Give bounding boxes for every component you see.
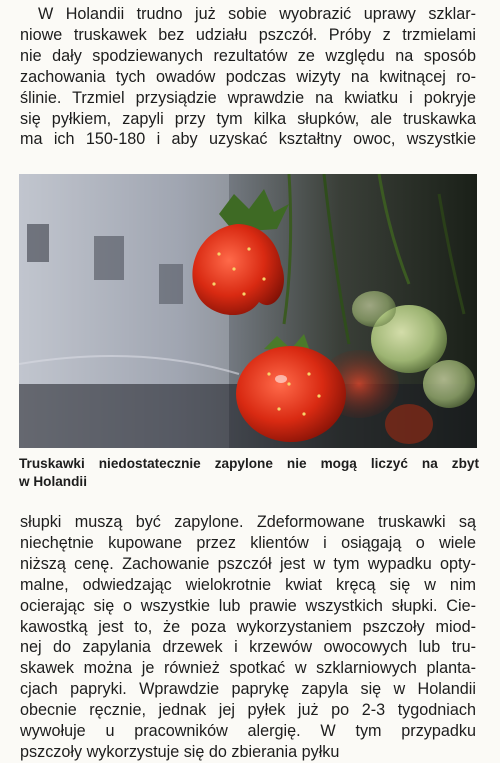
text-line: W Holandii trudno już sobie wyobrazić uprawy szklar- (38, 5, 476, 23)
text-line: zachowania tych owadów podczas wizyty na kwitnącej ro- (20, 67, 476, 86)
text-line: niowe truskawek bez udziału pszczół. Próby z trzmielami (20, 25, 476, 44)
text-line: ocierając się o wszystkie lub prawie wszystkich słupki. Cie- (20, 596, 476, 615)
text-line: obecnie ręcznie, jednak jej pyłek już po 2-3 tygodniach (20, 701, 476, 720)
text-line: cjach papryki. Wprawdzie paprykę zapyla się w Holandii (20, 680, 476, 699)
text-line: się pyłkiem, zapyli przy tym kilka słupków, ale truskawka (20, 109, 476, 128)
text-line: niechętnie kupowane przez klientów i osiągają o wiele (20, 533, 476, 552)
photo-caption (19, 455, 479, 490)
article-paragraph-bottom (20, 512, 476, 763)
article-paragraph-top (20, 4, 476, 150)
caption-line: Truskawki niedostatecznie zapylone nie mogą liczyć na zbyt (19, 456, 479, 471)
text-line: pszczoły wykorzystuje się do zbierania pyłku (20, 742, 340, 761)
text-line: nej do zapylania drzewek i krzewów owocowych lub tru- (20, 638, 476, 657)
text-line: niższą cenę. Zachowanie pszczół jest w tym wypadku opty- (20, 554, 476, 573)
text-line: ma ich 150-180 i aby uzyskać kształtny owoc, wszystkie (20, 130, 476, 149)
text-line: skawek można je również spotkać w szklarniowych planta- (20, 659, 476, 678)
text-line: ślinie. Trzmiel przysiądzie wprawdzie na kwiatku i pokryje (20, 88, 476, 107)
text-line: malne, odwiedzając wielokrotnie kwiat kręcą się w nim (20, 575, 476, 594)
caption-line: w Holandii (19, 473, 87, 489)
text-line: kawostką jest to, że poza wykorzystaniem pszczoły miod- (20, 617, 476, 636)
strawberry-photo (19, 174, 477, 448)
text-line: nie dały spodziewanych rezultatów ze względu na sposób (20, 46, 476, 65)
text-line: wywołuje u pracowników alergię. W tym przypadku (20, 722, 476, 741)
text-line: słupki muszą być zapylone. Zdeformowane truskawki są (20, 513, 476, 531)
